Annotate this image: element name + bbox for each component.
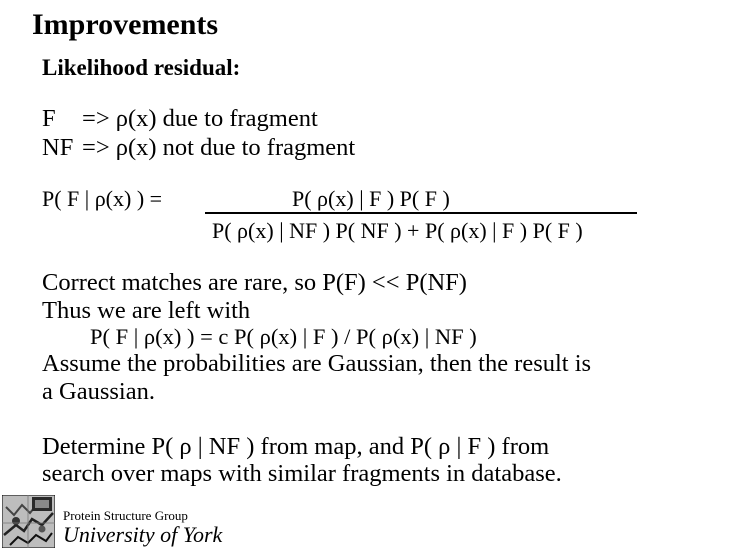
paragraph2-line1: Determine P( ρ | NF ) from map, and P( ρ | F ) from [42,433,550,460]
definition-key: F [42,105,56,132]
definition-text: => ρ(x) due to fragment [82,105,318,132]
slide-subtitle: Likelihood residual: [42,55,241,80]
fraction-bar [205,212,637,214]
equation-numerator: P( ρ(x) | F ) P( F ) [292,186,450,211]
paragraph1-line3: P( F | ρ(x) ) = c P( ρ(x) | F ) / P( ρ(x) | NF ) [90,324,477,349]
definition-f [42,104,318,133]
equation-lhs: P( F | ρ(x) ) = [42,186,163,211]
paragraph1-line5: a Gaussian. [42,378,155,405]
slide-title: Improvements [32,8,219,41]
equation-denominator: P( ρ(x) | NF ) P( NF ) + P( ρ(x) | F ) P( F ) [212,218,583,243]
footer-group-name: Protein Structure Group [63,508,188,523]
protein-structure-logo-icon [2,495,55,548]
footer-university: University of York [63,522,223,547]
definition-nf [42,133,355,162]
definition-text: => ρ(x) not due to fragment [82,134,356,161]
paragraph1-line2: Thus we are left with [42,297,251,324]
paragraph1-line4: Assume the probabilities are Gaussian, then the result is [42,350,592,377]
paragraph2-line2: search over maps with similar fragments in database. [42,460,562,487]
definition-key: NF [42,134,74,161]
paragraph1-line1: Correct matches are rare, so P(F) << P(NF) [42,269,467,296]
